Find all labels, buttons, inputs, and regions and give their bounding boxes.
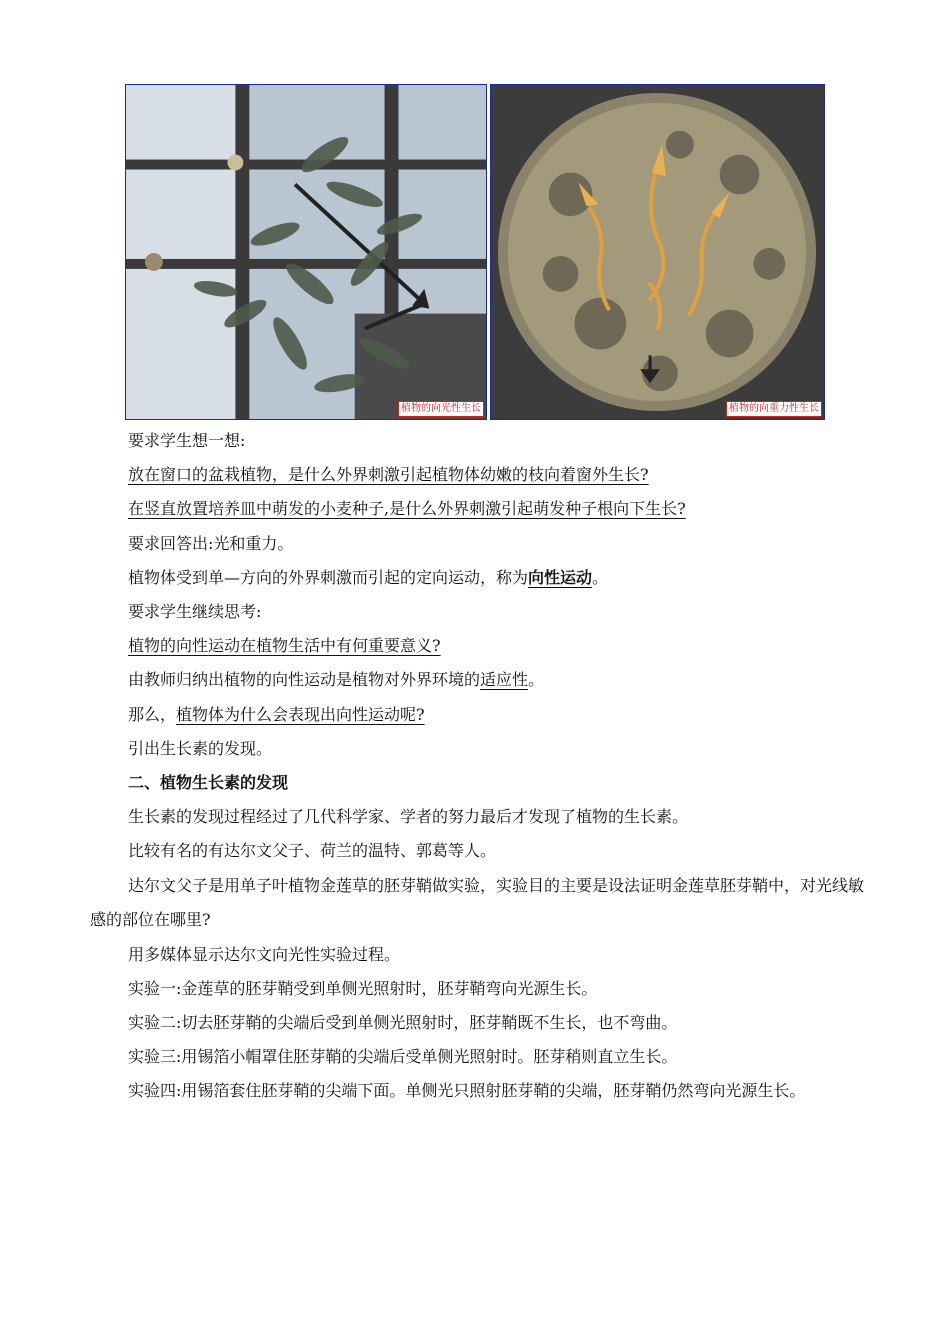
paragraph <box>90 629 865 663</box>
sentence-text: 由教师归纳出植物的向性运动是植物对外界环境的 <box>128 670 481 690</box>
question-text: 在竖直放置培养皿中萌发的小麦种子,是什么外界刺激引起萌发种子根向下生长? <box>128 499 686 519</box>
gravitropism-caption: 植物的向重力性生长 <box>726 401 822 417</box>
sentence-end: 。 <box>528 670 545 690</box>
paragraph: 要求回答出:光和重力。 <box>128 533 294 553</box>
paragraph: 用多媒体显示达尔文向光性实验过程。 <box>128 944 401 964</box>
question-text: 植物体为什么会表现出向性运动呢? <box>176 704 425 724</box>
window-plant-image <box>126 85 486 419</box>
paragraph <box>90 561 865 595</box>
paragraph: 实验四:用锡箔套住胚芽鞘的尖端下面。单侧光只照射胚芽鞘的尖端，胚芽鞘仍然弯向光源生长。 <box>128 1081 806 1101</box>
sentence-text: 那么， <box>128 704 177 724</box>
paragraph: 生长素的发现过程经过了几代科学家、学者的努力最后才发现了植物的生长素。 <box>128 807 689 827</box>
term-adaptability: 适应性 <box>480 670 529 690</box>
paragraph: 要求学生想一想: <box>128 431 246 450</box>
paragraph <box>90 492 865 526</box>
paragraph <box>90 663 865 697</box>
paragraph: 要求学生继续思考: <box>128 602 262 622</box>
paragraph: 实验二:切去胚芽鞘的尖端后受到单侧光照射时，胚芽鞘既不生长，也不弯曲。 <box>128 1013 678 1033</box>
paragraph: 引出生长素的发现。 <box>128 738 273 758</box>
gravitropism-photo <box>490 84 825 420</box>
paragraph <box>90 698 865 732</box>
paragraph: 实验三:用锡箔小帽罩住胚芽鞘的尖端后受单侧光照射时。胚芽稍则直立生长。 <box>128 1047 678 1067</box>
question-text: 放在窗口的盆栽植物，是什么外界刺激引起植物体幼嫩的枝向着窗外生长? <box>128 465 649 485</box>
phototropism-caption: 植物的向光性生长 <box>398 401 484 417</box>
paragraph: 实验一:金莲草的胚芽鞘受到单侧光照射时，胚芽鞘弯向光源生长。 <box>128 978 598 998</box>
phototropism-photo <box>125 84 487 420</box>
paragraph: 比较有名的有达尔文父子、荷兰的温特、郭葛等人。 <box>128 841 497 861</box>
sentence-text: 植物体受到单—方向的外界刺激而引起的定向运动，称为 <box>128 567 529 587</box>
section-heading: 二、植物生长素的发现 <box>128 773 289 793</box>
figure-row <box>125 84 825 422</box>
question-text: 植物的向性运动在植物生活中有何重要意义? <box>128 636 441 656</box>
petri-dish-image <box>491 85 824 419</box>
term-tropism: 向性运动 <box>528 567 593 587</box>
paragraph: 达尔文父子是用单子叶植物金莲草的胚芽鞘做实验，实验目的主要是设法证明金莲草胚芽鞘中，对光线敏感的部位在哪里? <box>90 875 865 930</box>
document-body <box>90 424 865 1109</box>
paragraph <box>90 458 865 492</box>
sentence-end: 。 <box>592 567 609 587</box>
